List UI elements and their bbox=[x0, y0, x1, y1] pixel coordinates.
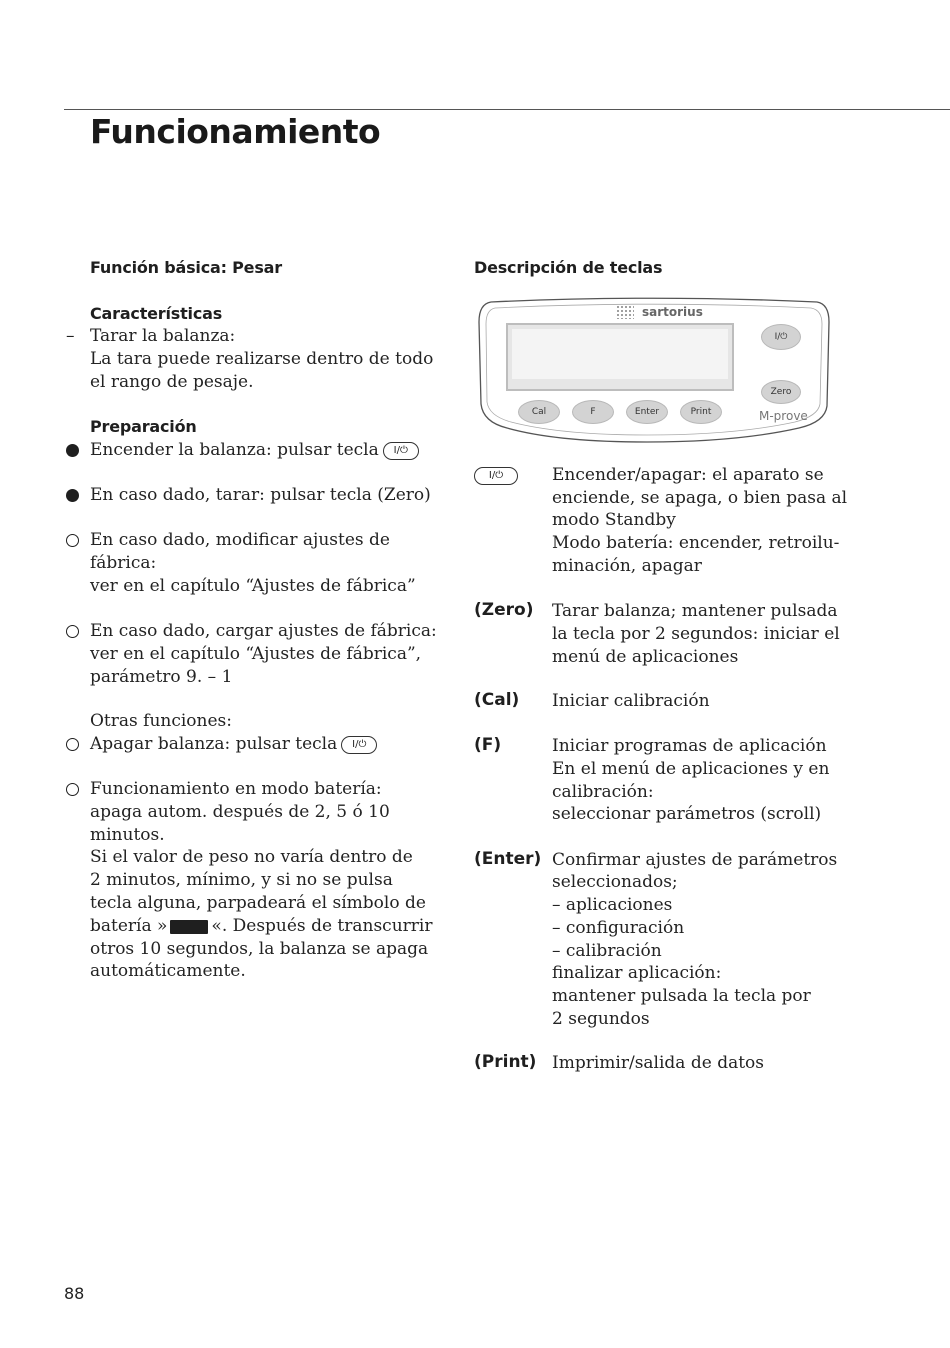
cal-key-label: (Cal) bbox=[474, 690, 520, 710]
f-button: F bbox=[572, 400, 614, 424]
key-desc-line: – configuración bbox=[552, 918, 685, 938]
zero-button: Zero bbox=[761, 380, 801, 404]
open-bullet bbox=[66, 783, 79, 796]
step-line: En caso dado, modificar ajustes de bbox=[90, 530, 390, 550]
step-line: ver en el capítulo “Ajustes de fábrica”, bbox=[90, 644, 422, 664]
cal-button: Cal bbox=[518, 400, 560, 424]
step-line bbox=[90, 915, 432, 938]
key-description-heading: Descripción de teclas bbox=[474, 258, 663, 277]
key-desc-line: modo Standby bbox=[552, 510, 676, 530]
key-desc-line: menú de aplicaciones bbox=[552, 647, 739, 667]
step-line bbox=[90, 733, 377, 756]
key-desc-line: 2 segundos bbox=[552, 1009, 650, 1029]
sartorius-logo-icon bbox=[616, 305, 634, 319]
preparation-heading: Preparación bbox=[90, 417, 197, 436]
key-desc-line: minación, apagar bbox=[552, 556, 702, 576]
features-heading: Características bbox=[90, 304, 223, 323]
onoff-key-icon: I/⏻ bbox=[341, 736, 377, 754]
onoff-key-symbol bbox=[474, 465, 518, 485]
step-line: tecla alguna, parpadeará el símbolo de bbox=[90, 893, 426, 913]
step-line: minutos. bbox=[90, 825, 165, 845]
key-desc-line: Modo batería: encender, retroilu- bbox=[552, 533, 840, 553]
feature-line: La tara puede realizarse dentro de todo bbox=[90, 349, 434, 369]
feature-line: Tarar la balanza: bbox=[90, 326, 236, 346]
step-line: parámetro 9. – 1 bbox=[90, 667, 233, 687]
dash-marker: – bbox=[66, 326, 75, 346]
open-bullet bbox=[66, 534, 79, 547]
step-line: automáticamente. bbox=[90, 961, 246, 981]
step-line: En caso dado, cargar ajustes de fábrica: bbox=[90, 621, 437, 641]
enter-key-label: (Enter) bbox=[474, 849, 542, 869]
page-title: Funcionamiento bbox=[90, 112, 381, 151]
key-desc-line: – aplicaciones bbox=[552, 895, 673, 915]
key-desc-line: Iniciar calibración bbox=[552, 691, 710, 711]
section-heading-basic-function: Función básica: Pesar bbox=[90, 258, 282, 277]
battery-suffix: «. Después de transcurrir bbox=[211, 916, 433, 936]
header-rule bbox=[64, 109, 950, 110]
key-desc-line: Tarar balanza; mantener pulsada bbox=[552, 601, 838, 621]
step-line: Si el valor de peso no varía dentro de bbox=[90, 847, 413, 867]
key-desc-line: Imprimir/salida de datos bbox=[552, 1053, 765, 1073]
display-screen bbox=[512, 329, 728, 379]
open-bullet bbox=[66, 738, 79, 751]
onoff-key-icon: I/⏻ bbox=[383, 442, 419, 460]
weighing-display bbox=[506, 323, 734, 391]
filled-bullet bbox=[66, 444, 79, 457]
step-text: Apagar balanza: pulsar tecla bbox=[90, 734, 338, 754]
key-desc-line: Confirmar ajustes de parámetros bbox=[552, 850, 838, 870]
page-number: 88 bbox=[64, 1284, 85, 1303]
onoff-button: I/⏻ bbox=[761, 324, 801, 350]
key-desc-line: Encender/apagar: el aparato se bbox=[552, 465, 824, 485]
battery-icon bbox=[170, 920, 208, 934]
key-desc-line: seleccionados; bbox=[552, 872, 678, 892]
step-text: Encender la balanza: pulsar tecla bbox=[90, 440, 379, 460]
key-desc-line: calibración: bbox=[552, 782, 654, 802]
step-line: Funcionamiento en modo batería: bbox=[90, 779, 382, 799]
key-desc-line: enciende, se apaga, o bien pasa al bbox=[552, 488, 848, 508]
onoff-key-icon: I/⏻ bbox=[474, 467, 518, 485]
other-functions-label: Otras funciones: bbox=[90, 711, 233, 731]
zero-key-label: (Zero) bbox=[474, 600, 534, 620]
key-desc-line: Iniciar programas de aplicación bbox=[552, 736, 827, 756]
battery-prefix: batería » bbox=[90, 916, 168, 936]
step-line: 2 minutos, mínimo, y si no se pulsa bbox=[90, 870, 393, 890]
brand-label: sartorius bbox=[642, 305, 703, 319]
print-key-label: (Print) bbox=[474, 1052, 537, 1072]
key-desc-line: mantener pulsada la tecla por bbox=[552, 986, 811, 1006]
filled-bullet bbox=[66, 489, 79, 502]
model-label: M-prove bbox=[759, 409, 808, 423]
key-desc-line: seleccionar parámetros (scroll) bbox=[552, 804, 822, 824]
step-line: En caso dado, tarar: pulsar tecla (Zero) bbox=[90, 485, 431, 505]
feature-line: el rango de pesaje. bbox=[90, 372, 254, 392]
step-line: apaga autom. después de 2, 5 ó 10 bbox=[90, 802, 390, 822]
key-desc-line: finalizar aplicación: bbox=[552, 963, 722, 983]
key-desc-line: En el menú de aplicaciones y en bbox=[552, 759, 830, 779]
key-desc-line: la tecla por 2 segundos: iniciar el bbox=[552, 624, 840, 644]
step-line: ver en el capítulo “Ajustes de fábrica” bbox=[90, 576, 416, 596]
step-line bbox=[90, 439, 419, 462]
print-button: Print bbox=[680, 400, 722, 424]
open-bullet bbox=[66, 625, 79, 638]
step-line: fábrica: bbox=[90, 553, 157, 573]
balance-keypad-illustration bbox=[477, 296, 831, 444]
enter-button: Enter bbox=[626, 400, 668, 424]
f-key-label: (F) bbox=[474, 735, 502, 755]
key-desc-line: – calibración bbox=[552, 941, 662, 961]
step-line: otros 10 segundos, la balanza se apaga bbox=[90, 939, 429, 959]
